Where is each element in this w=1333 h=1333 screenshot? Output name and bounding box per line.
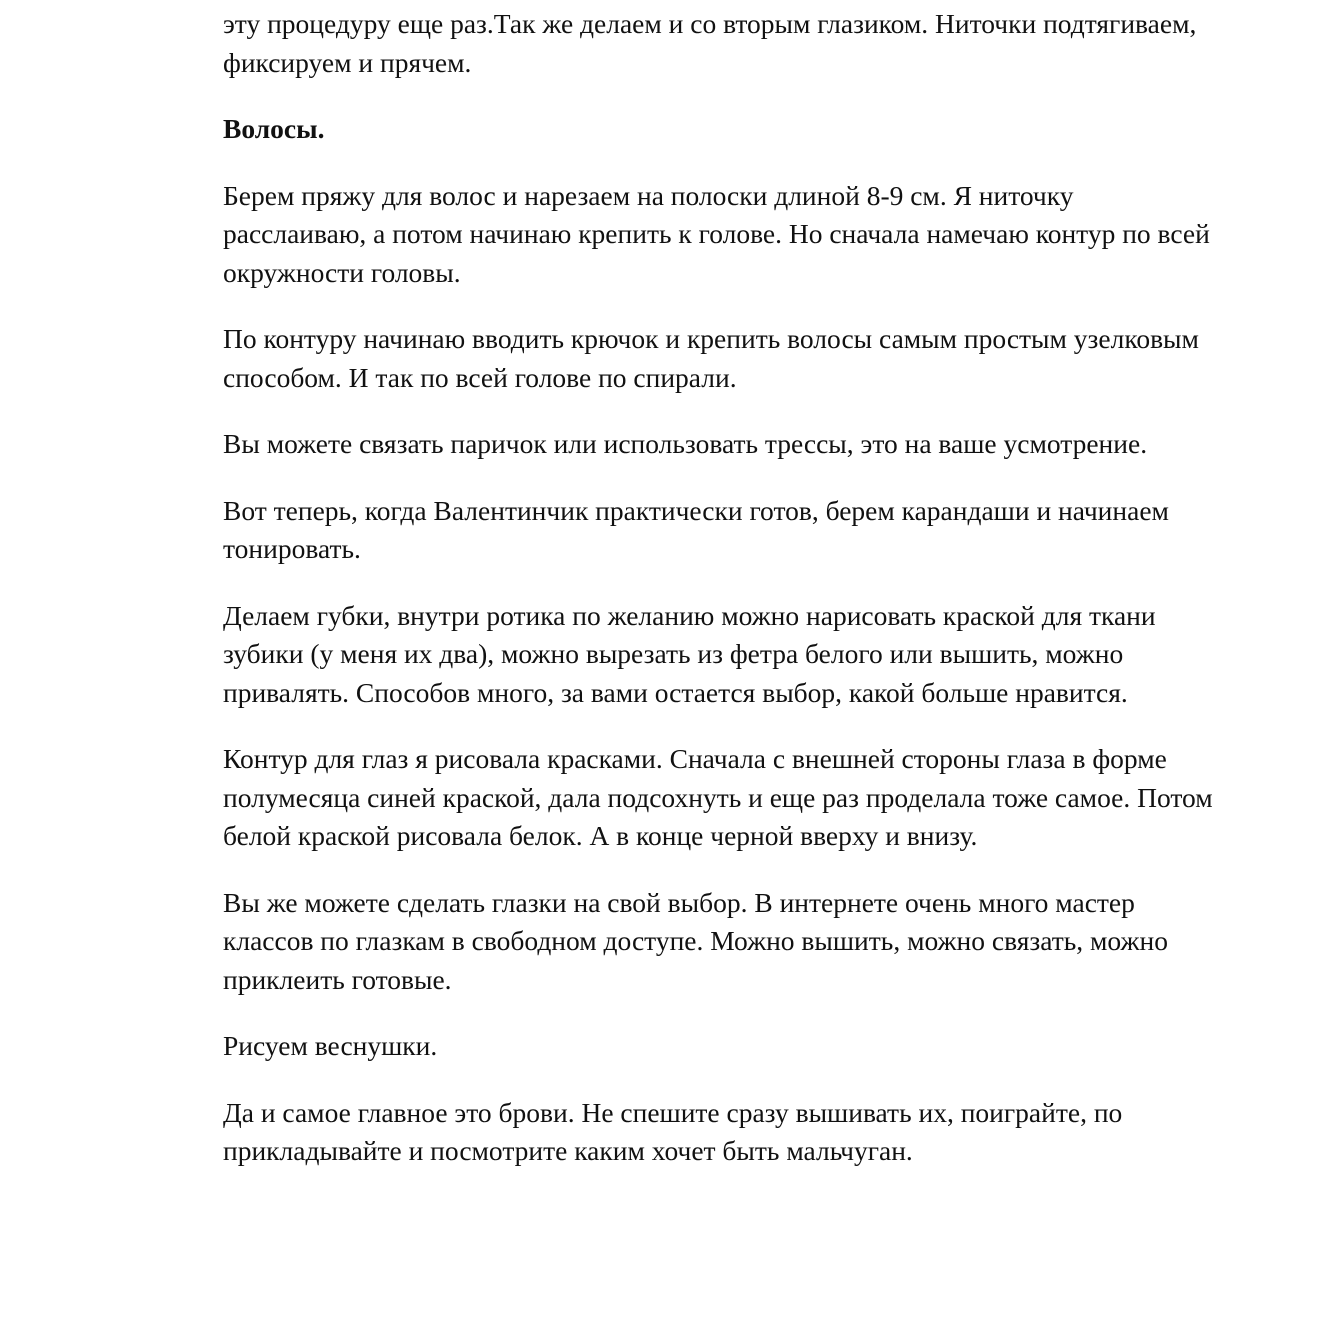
paragraph-freckles: Рисуем веснушки. (223, 1030, 438, 1061)
paragraph-eye-contour: Контур для глаз я рисовала красками. Сначала с внешней стороны глаза в форме полумесяца синей краской, дала подсохнуть и еще раз проделала тоже самое. Потом белой краской рисовала белок. А в конце черной вверху и внизу. (223, 743, 1213, 851)
paragraph-toning: Вот теперь, когда Валентинчик практически готов, берем карандаши и начинаем тонировать. (223, 494, 1169, 564)
paragraph-eye-options: Вы же можете сделать глазки на свой выбор. В интернете очень много мастер классов по глазкам в свободном доступе. Можно вышить, можно связать, можно приклеить готовые. (223, 886, 1168, 995)
document-page (223, 5, 1213, 1199)
section-heading-hair: Волосы. (223, 113, 325, 144)
paragraph-eyebrows: Да и самое главное это брови. Не спешите сразу вышивать их, поиграйте, по прикладывайте и посмотрите каким хочет быть мальчуган. (223, 1096, 1123, 1166)
paragraph-eye-finish: эту процедуру еще раз.Так же делаем и со вторым глазиком. Ниточки подтягиваем, фиксируем и прячем. (223, 8, 1197, 78)
paragraph-hair-attach: По контуру начинаю вводить крючок и крепить волосы самым простым узелковым способом. И так по всей голове по спирали. (223, 323, 1199, 393)
paragraph-lips: Делаем губки, внутри ротика по желанию можно нарисовать краской для ткани зубики (у меня их два), можно вырезать из фетра белого или вышить, можно привалять. Способов много, за вами остается выбор, какой больше нравится. (223, 599, 1156, 708)
paragraph-hair-yarn: Берем пряжу для волос и нарезаем на полоски длиной 8-9 см. Я ниточку расслаиваю, а потом начинаю крепить к голове. Но сначала намечаю контур по всей окружности головы. (223, 179, 1210, 288)
paragraph-wig: Вы можете связать паричок или использовать трессы, это на ваше усмотрение. (223, 428, 1148, 459)
